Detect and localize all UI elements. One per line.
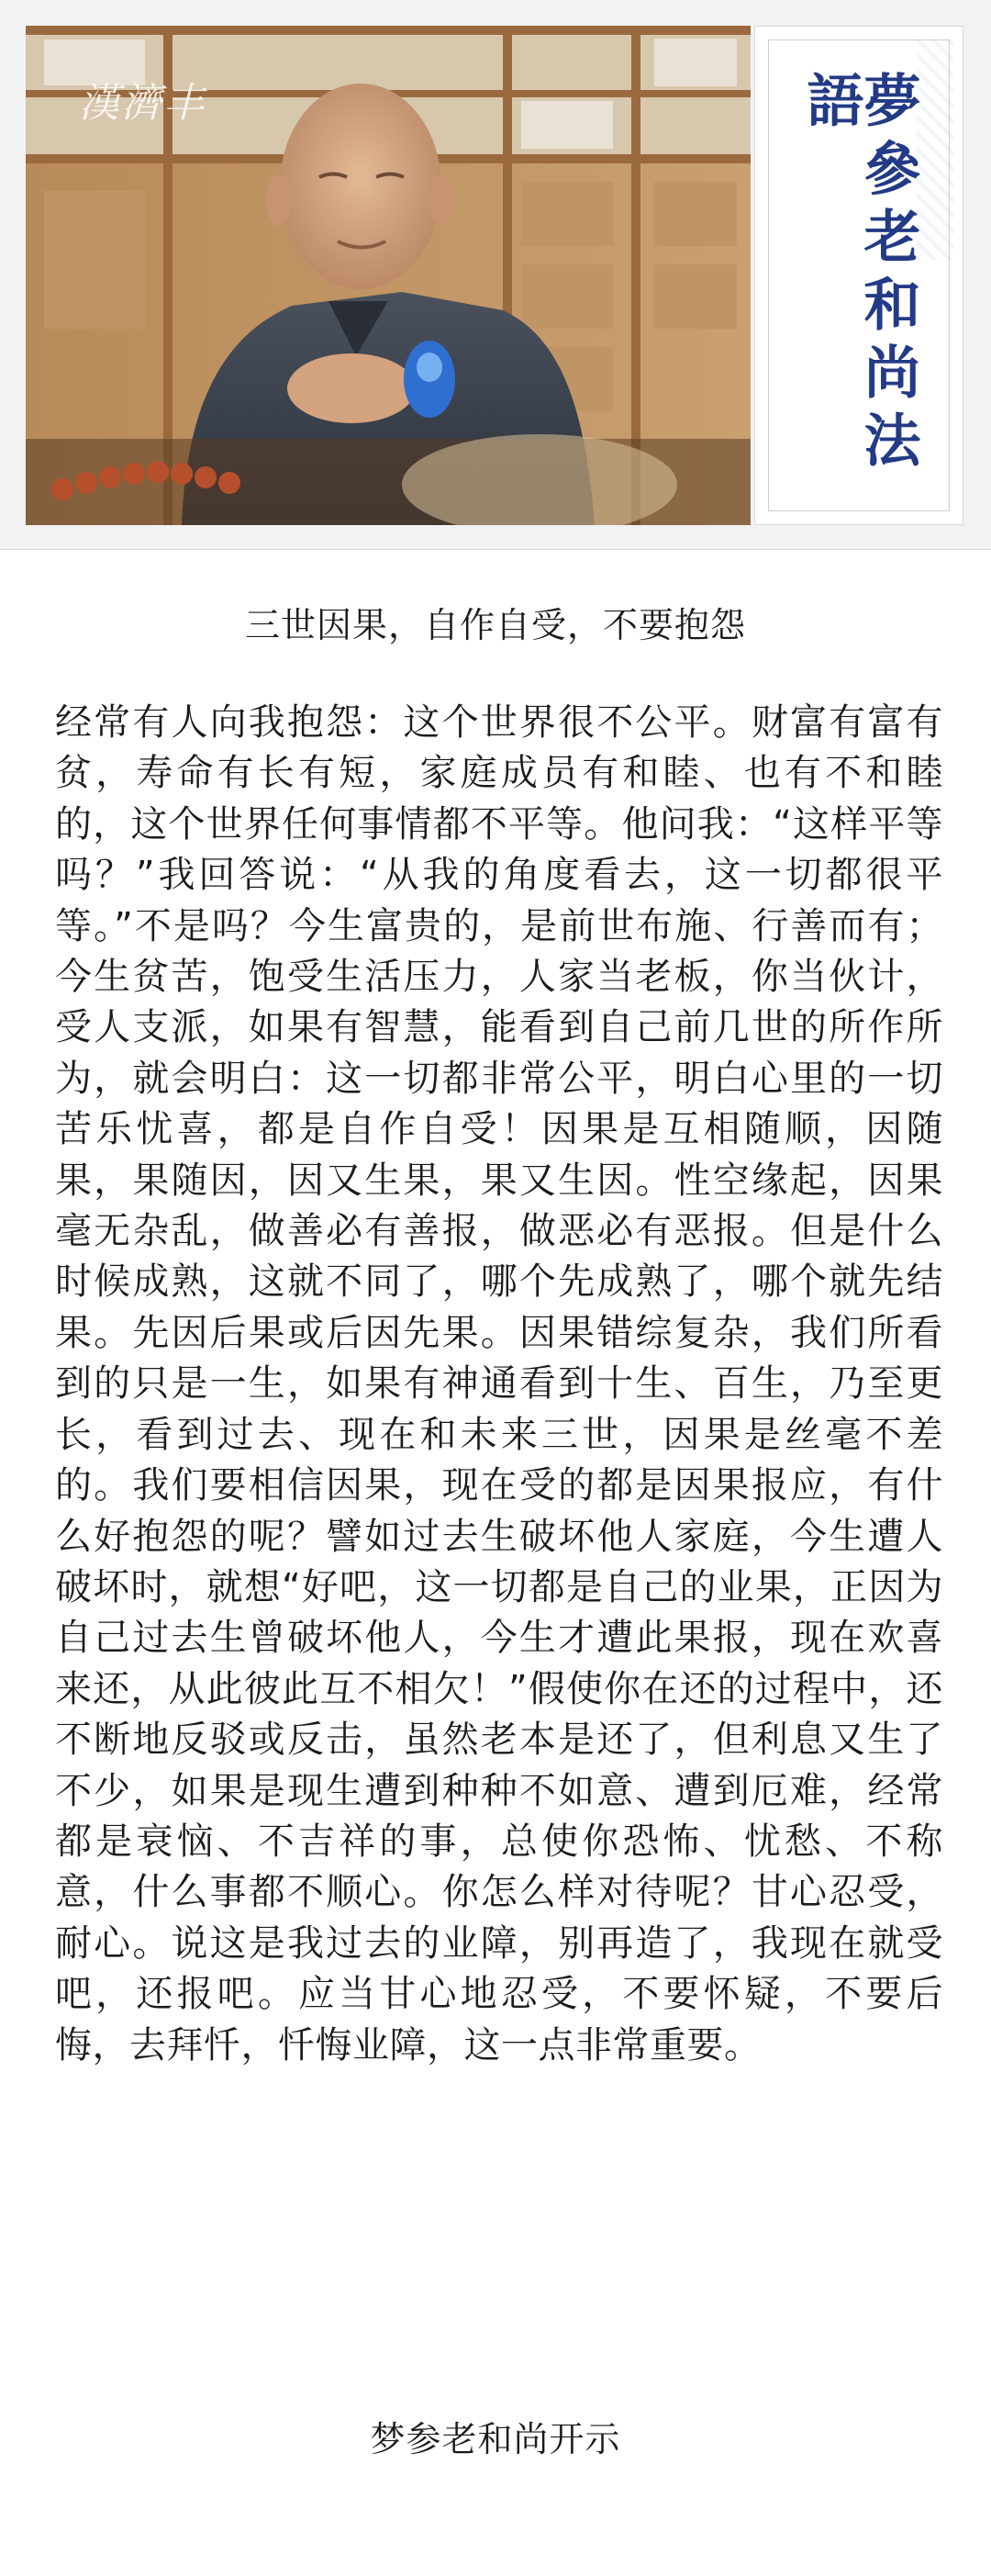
- watermark: 漢濟丰: [79, 80, 206, 127]
- vertical-title: 夢參老和尚法語: [797, 71, 921, 478]
- header-banner: [0, 0, 991, 550]
- scroll-pattern: [917, 39, 953, 260]
- monk-portrait-photo: [26, 26, 751, 525]
- article-title: 三世因果，自作自受，不要抱怨: [244, 605, 746, 645]
- signature: 梦参老和尚开示: [370, 2419, 621, 2459]
- article-body: 经常有人向我抱怨：这个世界很不公平。财富有富有贫，寿命有长有短，家庭成员有和睦、也有不和睦的，这个世界任何事情都不平等。他问我：“这样平等吗？”我回答说：“从我的角度看去，这一切都很平等。”不是吗？今生富贵的，是前世布施、行善而有；今生贫苦，饱受生活压力，人家当老板，你当伙计，受人支派，如果有智慧，能看到自己前几世的所作所为，就会明白：这一切都非常公平，明白心里的一切苦乐忧喜，都是自作自受！因果是互相随顺，因随果，果随因，因又生果，果又生因。性空缘起，因果毫无杂乱，做善必有善报，做恶必有恶报。但是什么时候成熟，这就不同了，哪个先成熟了，哪个就先结果。先因后果或后因先果。因果错综复杂，我们所看到的只是一生，如果有神通看到十生、百生，乃至更长，看到过去、现在和未来三世，因果是丝毫不差的。我们要相信因果，现在受的都是因果报应，有什么好抱怨的呢？譬如过去生破坏他人家庭，今生遭人破坏时，就想“好吧，这一切都是自己的业果，正因为自己过去生曾破坏他人，今生才遭此果报，现在欢喜来还，从此彼此互不相欠！”假使你在还的过程中，还不断地反驳或反击，虽然老本是还了，但利息又生了不少，如果是现生遭到种种不如意、遭到厄难，经常都是衰恼、不吉祥的事，总使你恐怖、忧愁、不称意，什么事都不顺心。你怎么样对待呢？甘心忍受，耐心。说这是我过去的业障，别再造了，我现在就受吧，还报吧。应当甘心地忍受，不要怀疑，不要后悔，去拜忏，忏悔业障，这一点非常重要。: [55, 701, 943, 2066]
- title-scroll: [754, 26, 963, 525]
